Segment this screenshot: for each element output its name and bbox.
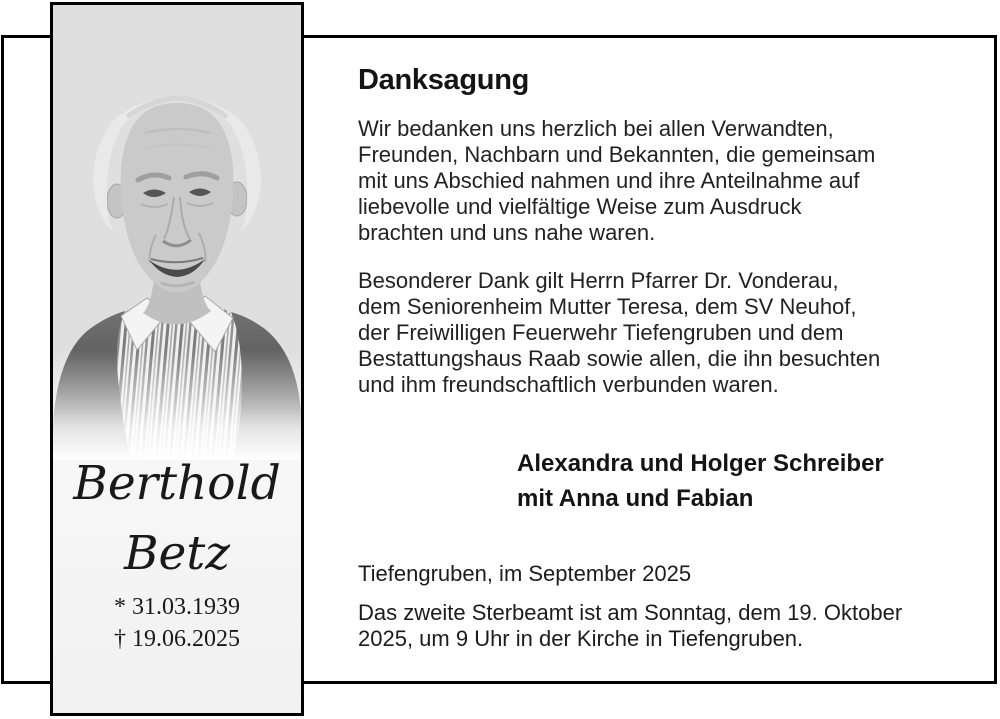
birth-date: * 31.03.1939 [114,594,240,620]
deceased-first-name: Berthold [73,456,281,511]
mourners-line: mit Anna und Fabian [517,485,754,512]
paragraph-line: Bestattungshaus Raab sowie allen, die ihn besuchten [358,346,881,371]
memorial-card-panel [50,2,304,716]
life-dates [53,591,301,655]
mourners-names [517,446,924,516]
paragraph-line: Besonderer Dank gilt Herrn Pfarrer Dr. Vonderau, [358,268,839,293]
paragraph-line: Wir bedanken uns herzlich bei allen Verwandten, [358,116,834,141]
portrait-illustration [53,5,301,460]
deceased-last-name: Betz [123,526,230,581]
paragraph-line: und ihm freundschaftlich verbunden waren. [358,372,779,397]
notice-title: Danksagung [358,64,530,96]
special-thanks-paragraph [358,268,924,398]
paragraph-line: brachten und uns nahe waren. [358,220,656,245]
service-notice [358,600,924,652]
paragraph-line: der Freiwilligen Feuerwehr Tiefengruben und dem [358,320,844,345]
death-date: † 19.06.2025 [114,626,240,652]
thanks-paragraph [358,116,924,246]
paragraph-line: Freunden, Nachbarn und Bekannten, die gemeinsam [358,142,876,167]
deceased-name [53,449,301,589]
service-line: 2025, um 9 Uhr in der Kirche in Tiefengruben. [358,626,804,651]
service-line: Das zweite Sterbeamt ist am Sonntag, dem 19. Oktober [358,600,903,625]
paragraph-line: dem Seniorenheim Mutter Teresa, dem SV Neuhof, [358,294,857,319]
place-date: Tiefengruben, im September 2025 [358,561,692,586]
mourners-line: Alexandra und Holger Schreiber [517,450,884,477]
notice-content [358,64,924,652]
paragraph-line: mit uns Abschied nahmen und ihre Anteilnahme auf [358,168,860,193]
portrait-photo [53,5,301,460]
paragraph-line: liebevolle und vielfältige Weise zum Ausdruck [358,194,802,219]
